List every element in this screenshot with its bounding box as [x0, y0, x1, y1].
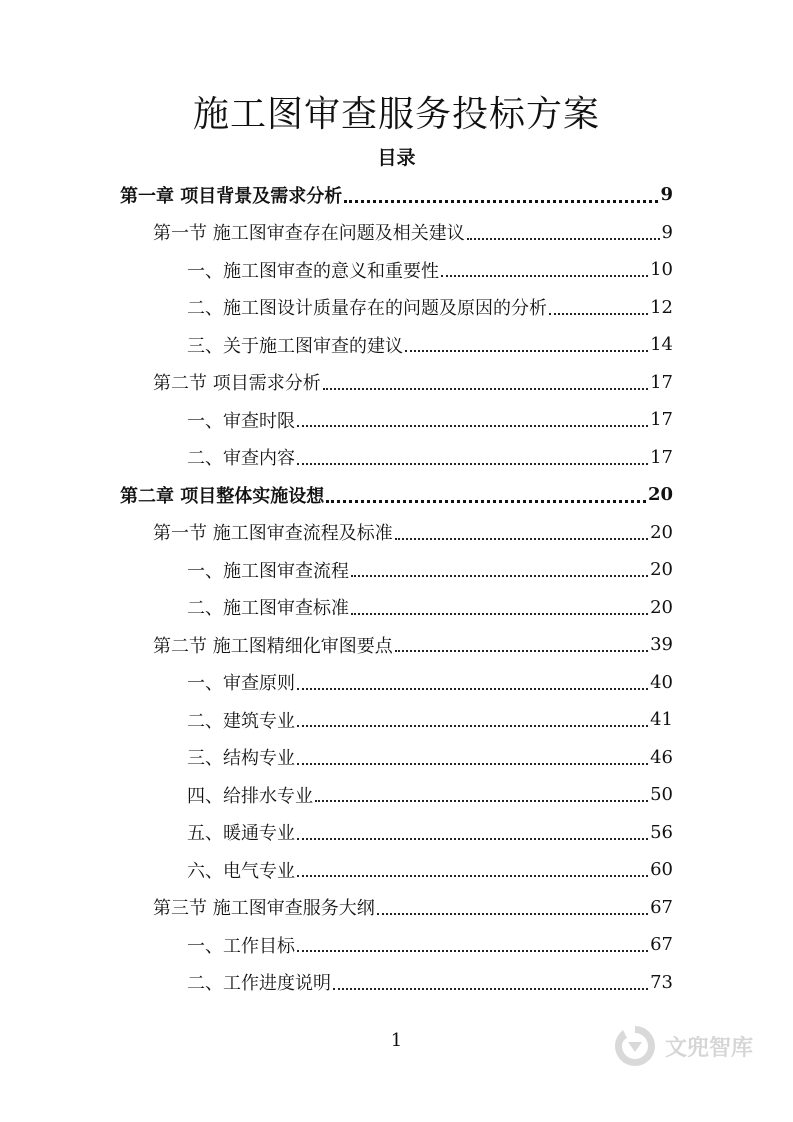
toc-entry[interactable] — [0, 851, 793, 889]
toc-entry-label: 二、施工图设计质量存在的问题及原因的分析 — [187, 298, 547, 320]
watermark-text: 文兜智库 — [664, 1035, 753, 1061]
toc-entry-label: 第二章 项目整体实施设想 — [120, 485, 325, 507]
toc-entry[interactable] — [0, 326, 793, 364]
toc-entry-label: 二、施工图审查标准 — [187, 598, 349, 620]
toc-entry-page: 10 — [650, 259, 673, 281]
toc-leader-dots — [441, 274, 648, 277]
toc-entry-label: 第一节 施工图审查流程及标准 — [153, 523, 393, 545]
toc-entry-label: 一、审查时限 — [187, 410, 295, 432]
toc-leader-dots — [467, 237, 660, 240]
toc-entry-page: 67 — [650, 934, 673, 956]
toc-leader-dots — [297, 762, 648, 765]
toc-entry-label: 第三节 施工图审查服务大纲 — [153, 898, 375, 920]
toc-leader-dots — [344, 199, 658, 203]
toc-entry[interactable] — [0, 551, 793, 589]
document-title: 施工图审查服务投标方案 — [192, 94, 600, 135]
table-of-contents — [0, 176, 793, 1001]
toc-leader-dots — [297, 949, 648, 952]
toc-entry-page: 50 — [650, 784, 673, 806]
toc-leader-dots — [297, 837, 648, 840]
toc-entry-label: 第二节 施工图精细化审图要点 — [153, 635, 393, 657]
toc-entry-label: 二、审查内容 — [187, 448, 295, 470]
toc-entry[interactable] — [0, 889, 793, 927]
toc-entry[interactable] — [0, 289, 793, 327]
toc-leader-dots — [351, 574, 648, 577]
toc-entry-page: 20 — [650, 521, 673, 543]
toc-entry[interactable] — [0, 814, 793, 852]
toc-leader-dots — [297, 687, 648, 690]
toc-entry-page: 20 — [647, 484, 673, 506]
toc-entry-page: 9 — [660, 184, 673, 206]
toc-entry-label: 二、工作进度说明 — [187, 973, 331, 995]
toc-entry-page: 73 — [650, 971, 673, 993]
toc-entry-page: 12 — [650, 296, 673, 318]
wendou-logo-icon — [611, 1022, 659, 1070]
toc-entry-page: 9 — [661, 221, 673, 243]
toc-entry[interactable] — [0, 514, 793, 552]
toc-entry[interactable] — [0, 176, 793, 214]
toc-leader-dots — [377, 912, 648, 915]
toc-entry-page: 39 — [650, 634, 673, 656]
toc-entry-page: 46 — [650, 746, 673, 768]
toc-entry-label: 六、电气专业 — [187, 860, 295, 882]
toc-entry-label: 三、关于施工图审查的建议 — [187, 335, 403, 357]
toc-entry-label: 一、工作目标 — [187, 935, 295, 957]
toc-entry[interactable] — [0, 776, 793, 814]
toc-entry-label: 第二节 项目需求分析 — [153, 373, 321, 395]
toc-entry[interactable] — [0, 701, 793, 739]
toc-leader-dots — [297, 424, 648, 427]
toc-leader-dots — [297, 874, 648, 877]
toc-leader-dots — [395, 649, 648, 652]
toc-entry-page: 56 — [650, 821, 673, 843]
toc-entry-page: 40 — [650, 671, 673, 693]
toc-entry[interactable] — [0, 439, 793, 477]
toc-entry[interactable] — [0, 251, 793, 289]
toc-entry-label: 一、审查原则 — [187, 673, 295, 695]
toc-entry[interactable] — [0, 364, 793, 402]
toc-leader-dots — [297, 462, 648, 465]
toc-leader-dots — [333, 987, 648, 990]
toc-entry-page: 20 — [650, 559, 673, 581]
toc-entry-page: 20 — [650, 596, 673, 618]
toc-entry-label: 一、施工图审查流程 — [187, 560, 349, 582]
toc-leader-dots — [326, 499, 646, 503]
toc-entry-page: 67 — [650, 896, 673, 918]
page-number: 1 — [390, 1030, 403, 1051]
toc-entry-label: 一、施工图审查的意义和重要性 — [187, 260, 439, 282]
toc-entry[interactable] — [0, 739, 793, 777]
toc-entry[interactable] — [0, 926, 793, 964]
toc-entry[interactable] — [0, 401, 793, 439]
toc-leader-dots — [549, 312, 648, 315]
toc-entry-label: 二、建筑专业 — [187, 710, 295, 732]
toc-entry[interactable] — [0, 476, 793, 514]
toc-entry[interactable] — [0, 589, 793, 627]
toc-leader-dots — [323, 387, 648, 390]
toc-entry-label: 第一节 施工图审查存在问题及相关建议 — [153, 223, 465, 245]
toc-heading: 目录 — [377, 147, 416, 169]
toc-entry-page: 41 — [650, 709, 673, 731]
toc-entry-page: 17 — [650, 409, 673, 431]
toc-leader-dots — [405, 349, 648, 352]
watermark — [611, 1022, 753, 1070]
toc-entry-label: 四、给排水专业 — [187, 785, 313, 807]
toc-entry-page: 60 — [650, 859, 673, 881]
toc-leader-dots — [315, 799, 648, 802]
toc-entry[interactable] — [0, 964, 793, 1002]
toc-leader-dots — [351, 612, 648, 615]
toc-entry[interactable] — [0, 626, 793, 664]
toc-entry-label: 三、结构专业 — [187, 748, 295, 770]
toc-leader-dots — [395, 537, 648, 540]
toc-leader-dots — [297, 724, 648, 727]
toc-entry-page: 17 — [650, 446, 673, 468]
toc-entry-page: 17 — [650, 371, 673, 393]
toc-entry[interactable] — [0, 664, 793, 702]
toc-entry[interactable] — [0, 214, 793, 252]
toc-entry-page: 14 — [650, 334, 673, 356]
toc-entry-label: 五、暖通专业 — [187, 823, 295, 845]
toc-entry-label: 第一章 项目背景及需求分析 — [120, 185, 343, 207]
